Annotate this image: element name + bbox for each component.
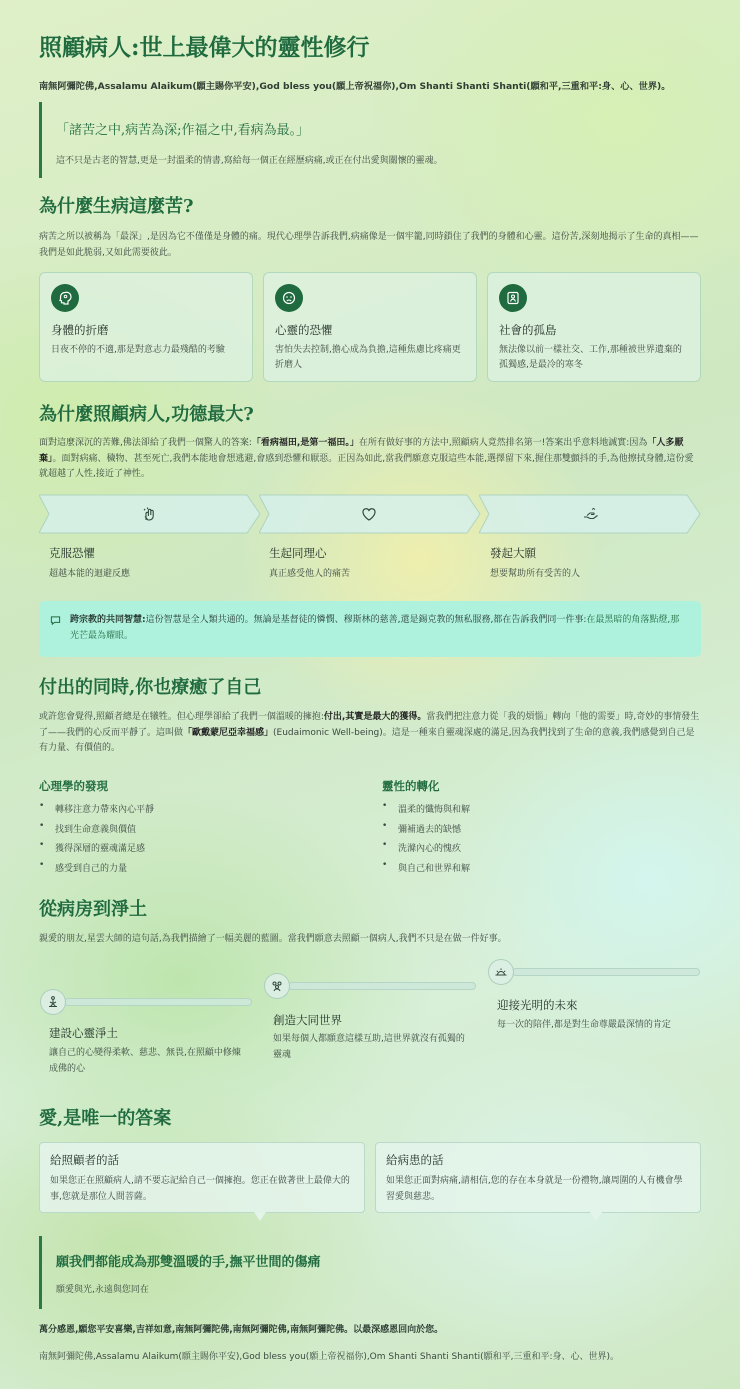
- meditating-person-icon: [40, 989, 66, 1015]
- wish-subtitle: 願愛與光,永遠與您同在: [56, 1285, 149, 1295]
- brain-head-icon: [51, 284, 79, 312]
- merit-bold-b: 「人多厭棄」: [39, 438, 684, 464]
- list-item: • 彌補過去的缺憾: [382, 822, 470, 842]
- footer-blessing: 南無阿彌陀佛,Assalamu Alaikum(願主賜你平安),God bless you(願上帝祝福你),Om Shanti Shanti Shanti(願和平,三重和平:身、心、世界)。: [39, 1352, 620, 1362]
- step-title: 發起大願: [490, 546, 536, 560]
- bubble-patient: [375, 1142, 701, 1213]
- bubble-desc: 如果您正面對病痛,請相信,您的存在本身就是一份禮物,讓周圍的人有機會學習愛與慈悲。: [386, 1176, 683, 1202]
- healing-text-a: 或許您會覺得,照顧者總是在犧牲。但心理學卻給了我們一個溫暖的擁抱:: [39, 712, 324, 722]
- list-item: • 找到生命意義與價值: [39, 822, 154, 842]
- timeline-bar: [512, 968, 700, 976]
- timeline-desc: 每一次的陪伴,都是對生命尊嚴最深情的肯定: [497, 1020, 671, 1030]
- bubble-tail: [254, 1212, 266, 1221]
- step-arrow-2: [259, 494, 481, 534]
- section-heading-merit: 為什麼照顧病人,功德最大?: [39, 404, 254, 425]
- section-heading-suffering: 為什麼生病這麼苦?: [39, 196, 194, 217]
- merit-text-c: 。面對病痛、穢物、甚至死亡,我們本能地會想逃避,會感到恐懼和厭惡。正因為如此,當我們願意克服這些本能,選擇留下來,握住那雙顫抖的手,為他擦拭身體,這份愛就超越了人性,接近了神性。: [39, 453, 694, 479]
- merit-text-b: 在所有做好事的方法中,照顧病人竟然排名第一!答案出乎意料地誠實:因為: [358, 438, 648, 448]
- healing-bold-a: 付出,其實是最大的獲得。: [323, 712, 427, 722]
- step-arrow-3: [479, 494, 701, 534]
- timeline-title: 迎接光明的未來: [497, 998, 578, 1012]
- card-title: 身體的折磨: [51, 323, 109, 337]
- bubble-tail: [590, 1212, 602, 1221]
- timeline-desc: 如果每個人都願意這樣互助,這世界就沒有孤獨的靈魂: [273, 1034, 465, 1060]
- psychology-list: [39, 802, 154, 880]
- healing-text-c: (Eudaimonic Well-being)。這是一種來自靈魂深處的滿足,因為我們找到了生命的意義,我們感覺到自己是有力量、有價值的。: [39, 727, 695, 753]
- list-item: • 轉移注意力帶來內心平靜: [39, 802, 154, 822]
- sunrise-icon: [488, 959, 514, 985]
- timeline-bar: [288, 982, 476, 990]
- blessing-top: 南無阿彌陀佛,Assalamu Alaikum(願主賜你平安),God bless you(願上帝祝福你),Om Shanti Shanti Shanti(願和平,三重和平:身、心、世界)。: [39, 81, 671, 92]
- timeline-desc: 讓自己的心變得柔軟、慈悲、無畏,在照顧中修煉成佛的心: [49, 1048, 241, 1074]
- section-paragraph-merit: [39, 436, 701, 483]
- list-item: • 溫柔的懺悔與和解: [382, 802, 470, 822]
- spiritual-list: [382, 802, 470, 880]
- people-group-icon: [264, 973, 290, 999]
- quote-text: 「諸苦之中,病苦為深;作福之中,看病為最。」: [56, 123, 310, 138]
- card-desc: 害怕失去控制,擔心成為負擔,這種焦慮比疼痛更折磨人: [275, 345, 461, 370]
- card-physical: [39, 272, 253, 382]
- chat-icon: [50, 615, 61, 632]
- merit-bold-a: 「看病福田,是第一福田。」: [251, 438, 359, 448]
- step-desc: 超越本能的迴避反應: [49, 569, 131, 579]
- closing-text: 萬分感恩,願您平安喜樂,吉祥如意,南無阿彌陀佛,南無阿彌陀佛,南無阿彌陀佛。以最深感恩回向於您。: [39, 1325, 444, 1335]
- section-heading-pure-land: 從病房到淨土: [39, 899, 147, 920]
- page-title: 照顧病人:世上最偉大的靈性修行: [39, 34, 370, 61]
- bubble-caregiver: [39, 1142, 365, 1213]
- card-desc: 日夜不停的不適,那是對意志力最殘酷的考驗: [51, 345, 225, 355]
- timeline-title: 建設心靈淨土: [49, 1026, 118, 1040]
- healing-bold-b: 「歐戴蒙尼亞幸福感」: [183, 727, 274, 738]
- step-desc: 真正感受他人的痛苦: [269, 569, 351, 579]
- quote-subtext: 這不只是古老的智慧,更是一封溫柔的情書,寫給每一個正在經歷病痛,或正在付出愛與關懷的靈魂。: [56, 156, 443, 166]
- card-title: 社會的孤島: [499, 323, 557, 337]
- spiritual-heading: 靈性的轉化: [382, 779, 440, 793]
- timeline-bar: [64, 998, 252, 1006]
- psychology-heading: 心理學的發現: [39, 779, 108, 793]
- list-item: • 與自己和世界和解: [382, 861, 470, 881]
- step-arrow-1: [39, 494, 261, 534]
- list-item: • 洗滌內心的愧疚: [382, 841, 470, 861]
- section-heading-healing: 付出的同時,你也療癒了自己: [39, 677, 262, 698]
- section-heading-love: 愛,是唯一的答案: [39, 1108, 172, 1129]
- bubble-title: 給病患的話: [386, 1153, 444, 1167]
- quote-block: [39, 102, 701, 178]
- healing-text-b: 當我們把注意力從「我的煩惱」轉向「他的需要」時,奇妙的事情發生了——我們的心反而平靜了。這叫做: [39, 712, 700, 738]
- notice-text: 這份智慧是全人類共通的。無論是基督徒的憐憫、穆斯林的慈善,還是錫克教的無私服務,都在告訴我們同一件事:: [145, 615, 587, 625]
- timeline-title: 創造大同世界: [273, 1013, 342, 1027]
- interfaith-notice: [39, 601, 701, 657]
- bubble-title: 給照顧者的話: [50, 1153, 119, 1167]
- card-desc: 無法像以前一樣社交、工作,那種被世界遺棄的孤獨感,是最冷的寒冬: [499, 345, 682, 370]
- merit-text-a: 面對這麼深沉的苦難,佛法卻給了我們一個驚人的答案:: [39, 438, 252, 448]
- notice-highlight: 在最黑暗的角落點燈,那光芒最為耀眼。: [70, 615, 680, 641]
- list-item: • 獲得深層的靈魂滿足感: [39, 841, 154, 861]
- card-mental: [263, 272, 477, 382]
- section-paragraph-pure-land: 親愛的朋友,星雲大師的這句話,為我們描繪了一幅美麗的藍圖。當我們願意去照顧一個病人,我們不只是在做一件好事。: [39, 934, 507, 944]
- worried-face-icon: [275, 284, 303, 312]
- bubble-desc: 如果您正在照顧病人,請不要忘記給自己一個擁抱。您正在做著世上最偉大的事,您就是那位人間菩薩。: [50, 1176, 350, 1202]
- step-title: 克服恐懼: [49, 546, 95, 560]
- section-paragraph-healing: [39, 710, 701, 757]
- card-social: [487, 272, 701, 382]
- list-item: • 感受到自己的力量: [39, 861, 154, 881]
- lonely-person-icon: [499, 284, 527, 312]
- card-title: 心靈的恐懼: [275, 323, 333, 337]
- step-desc: 想要幫助所有受苦的人: [490, 569, 581, 579]
- step-title: 生起同理心: [269, 546, 327, 560]
- wish-title: 願我們都能成為那雙溫暖的手,撫平世間的傷痛: [56, 1255, 321, 1270]
- section-paragraph-suffering: 病苦之所以被稱為「最深」,是因為它不僅僅是身體的痛。現代心理學告訴我們,病痛像是一個牢籠,同時鎖住了我們的身體和心靈。這份苦,深刻地揭示了生命的真相——我們是如此脆弱,又如此需要彼此。: [39, 232, 699, 258]
- wish-block: [39, 1236, 701, 1309]
- notice-bold: 跨宗教的共同智慧:: [70, 615, 146, 625]
